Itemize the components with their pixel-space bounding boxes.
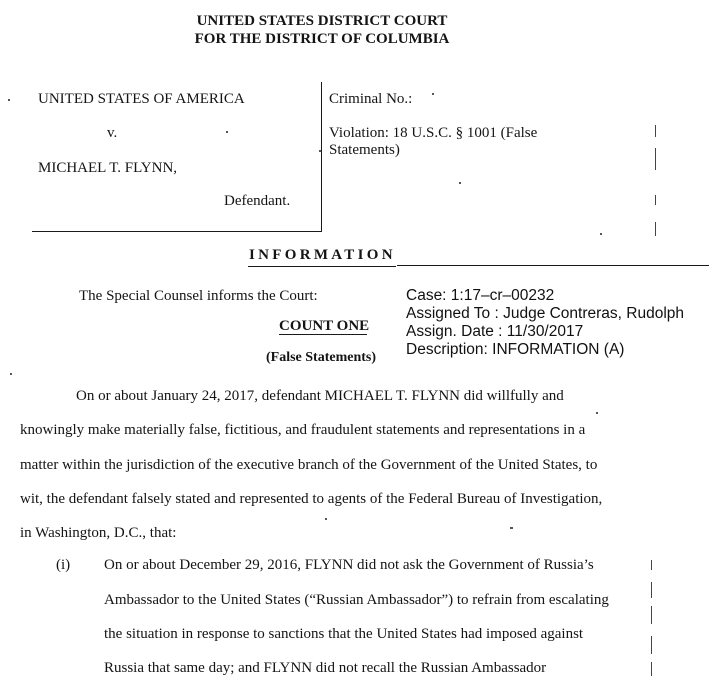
count-subtitle: (False Statements)	[266, 350, 377, 365]
scan-speck	[510, 527, 513, 529]
scan-speck	[226, 131, 228, 133]
paragraph-line-5: in Washington, D.C., that:	[20, 525, 177, 541]
paragraph-line-1: On or about January 24, 2017, defendant MICHAEL T. FLYNN did willfully and	[76, 388, 564, 404]
paragraph-line-3: matter within the jurisdiction of the executive branch of the Government of the United States, to	[20, 457, 598, 473]
criminal-number-label: Criminal No.:	[329, 91, 413, 107]
court-name-line: UNITED STATES DISTRICT COURT	[196, 13, 448, 29]
scan-speck	[319, 150, 321, 152]
scan-speck	[10, 373, 12, 375]
scan-mark	[651, 582, 652, 598]
scan-mark	[651, 636, 652, 654]
stamp-description: Description: INFORMATION (A)	[406, 341, 625, 358]
document-heading: INFORMATION	[249, 247, 396, 263]
violation-line-1: Violation: 18 U.S.C. § 1001 (False	[329, 125, 538, 141]
caption-divider-vertical	[321, 82, 322, 232]
caption-divider-horizontal	[32, 231, 322, 232]
caption-versus: v.	[107, 125, 118, 141]
violation-line-2: Statements)	[329, 142, 400, 158]
caption-defendant-label: Defendant.	[224, 193, 291, 209]
court-title	[0, 12, 644, 48]
paragraph-line-2: knowingly make materially false, fictitious, and fraudulent statements and representations in a	[20, 422, 586, 438]
caption-plaintiff: UNITED STATES OF AMERICA	[38, 91, 245, 107]
scan-mark	[655, 195, 656, 205]
intro-text: The Special Counsel informs the Court:	[79, 288, 318, 304]
stamp-assign-date: Assign. Date : 11/30/2017	[406, 323, 584, 340]
scan-mark	[655, 148, 656, 170]
count-title: COUNT ONE	[279, 318, 370, 334]
paragraph-line-4: wit, the defendant falsely stated and represented to agents of the Federal Bureau of Investigation,	[20, 491, 603, 507]
scan-speck	[432, 93, 434, 95]
heading-underline	[248, 266, 396, 267]
scan-mark	[655, 125, 656, 137]
scan-speck	[600, 233, 602, 235]
scan-mark	[651, 560, 652, 570]
scan-speck	[459, 182, 461, 184]
stamp-case-number: Case: 1:17–cr–00232	[406, 287, 555, 304]
item-line-4: Russia that same day; and FLYNN did not recall the Russian Ambassador	[104, 660, 547, 676]
scan-speck	[325, 518, 327, 520]
scan-mark	[651, 662, 652, 676]
scan-speck	[596, 412, 598, 414]
stamp-assigned-judge: Assigned To : Judge Contreras, Rudolph	[406, 305, 685, 322]
scan-mark	[655, 222, 656, 236]
item-line-3: the situation in response to sanctions that the United States had imposed against	[104, 626, 584, 642]
count-title-underline	[279, 334, 367, 335]
scan-mark	[651, 606, 652, 624]
item-line-2: Ambassador to the United States (“Russian Ambassador”) to refrain from escalating	[104, 592, 609, 608]
court-district-line: FOR THE DISTRICT OF COLUMBIA	[194, 31, 450, 47]
item-marker: (i)	[56, 557, 71, 573]
caption-defendant-name: MICHAEL T. FLYNN,	[38, 160, 178, 176]
item-line-1: On or about December 29, 2016, FLYNN did not ask the Government of Russia’s	[104, 557, 594, 573]
stamp-rule-line	[397, 265, 709, 266]
scan-speck	[8, 99, 10, 101]
